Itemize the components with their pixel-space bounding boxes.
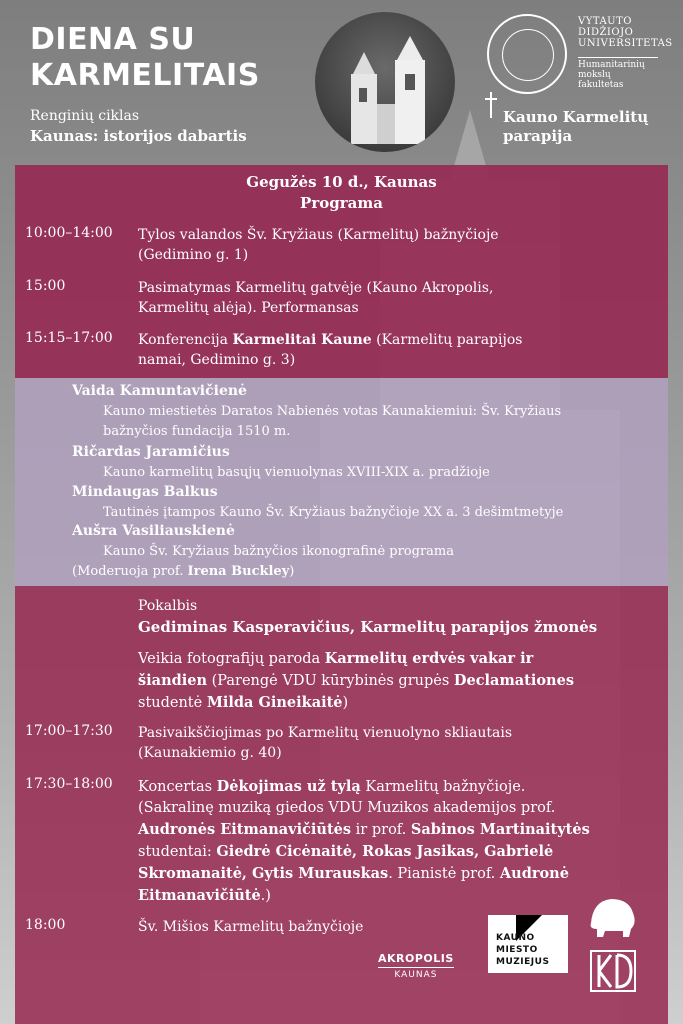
speaker-name: Aušra Vasiliauskienė [72,523,235,539]
event-description: Tylos valandos Šv. Kryžiaus (Karmelitų) bažnyčioje (Gedimino g. 1) [138,227,499,263]
program-heading: Programa [300,194,383,212]
kauno-miesto-muziejus-logo: KAUNO MIESTO MUZIEJUS [488,915,568,973]
series-name: Kaunas: istorijos dabartis [30,127,247,145]
moderator: (Moderuoja prof. Irena Buckley) [72,564,295,579]
speaker-name: Mindaugas Balkus [72,484,218,500]
event-time: 17:30–18:00 [25,776,113,792]
parish-name: Kauno Karmelitų parapija [503,108,649,145]
header [0,0,683,165]
talk-people: Gediminas Kasperavičius, Karmelitų parapijos žmonės [138,618,598,636]
talk-title: Tautinės įtampos Kauno Šv. Kryžiaus bažnyčioje XX a. 3 dešimtmetyje [103,505,564,520]
cross-icon [484,92,498,118]
event-description: Pasivaikščiojimas po Karmelitų vienuolyno skliautais (Kaunakiemio g. 40) [138,725,513,761]
church-photo-medallion [315,12,455,152]
talk-title: Kauno karmelitų basųjų vienuolynas XVIII-XIX a. pradžioje [103,465,490,480]
event-description: Pasimatymas Karmelitų gatvėje (Kauno Akropolis, Karmelitų alėja). Performansas [138,280,494,316]
event-description: Koncertas Dėkojimas už tylą Karmelitų bažnyčioje. (Sakralinę muziką giedos VDU Muzikos akademijos prof. Audronės Eitmanavičiūtės ir prof. Sabinos Martinaitytės studentai: Giedrė Cicėnaitė, Rokas Jasikas, Gabrielė Skromanaitė, Gytis Murauskas. Pianistė prof. Audronė Eitmanavičiūtė.) [138,778,590,904]
talk-title: bažnyčios fundacija 1510 m. [103,424,291,439]
talk-title: Kauno miestietės Daratos Nabienės votas Kaunakiemiui: Šv. Kryžiaus [103,404,562,419]
vdu-seal-icon [487,14,567,94]
title-line-1: DIENA SU [30,22,196,57]
talk-label: Pokalbis [138,598,198,614]
event-time: 15:15–17:00 [25,330,113,346]
date-heading: Gegužės 10 d., Kaunas [246,173,437,191]
event-title [30,22,260,94]
event-description: Konferencija Karmelitai Kaune (Karmelitų parapijos namai, Gedimino g. 3) [138,332,523,368]
event-time: 15:00 [25,278,66,294]
event-time: 10:00–14:00 [25,225,113,241]
church-towers-icon [315,12,455,152]
lion-crest-icon [583,893,643,995]
title-line-2: KARMELITAIS [30,58,260,93]
speaker-name: Vaida Kamuntavičienė [72,383,247,399]
event-time: 17:00–17:30 [25,723,113,739]
photo-exhibition: Veikia fotografijų paroda Karmelitų erdvės vakar ir šiandien (Parengė VDU kūrybinės grupės Declamationes studentė Milda Gineikaitė) [138,650,574,711]
akropolis-logo: AKROPOLIS KAUNAS [378,952,454,980]
event-description: Šv. Mišios Karmelitų bažnyčioje [138,919,364,935]
vdu-faculty: Humanitarinių mokslų fakultetas [578,57,658,90]
event-time: 18:00 [25,917,66,933]
series-label: Renginių ciklas [30,108,140,124]
vdu-name: VYTAUTO DIDŽIOJO UNIVERSITETAS [578,16,673,49]
speaker-name: Ričardas Jaramičius [72,444,230,460]
talk-title: Kauno Šv. Kryžiaus bažnyčios ikonografinė programa [103,544,454,559]
